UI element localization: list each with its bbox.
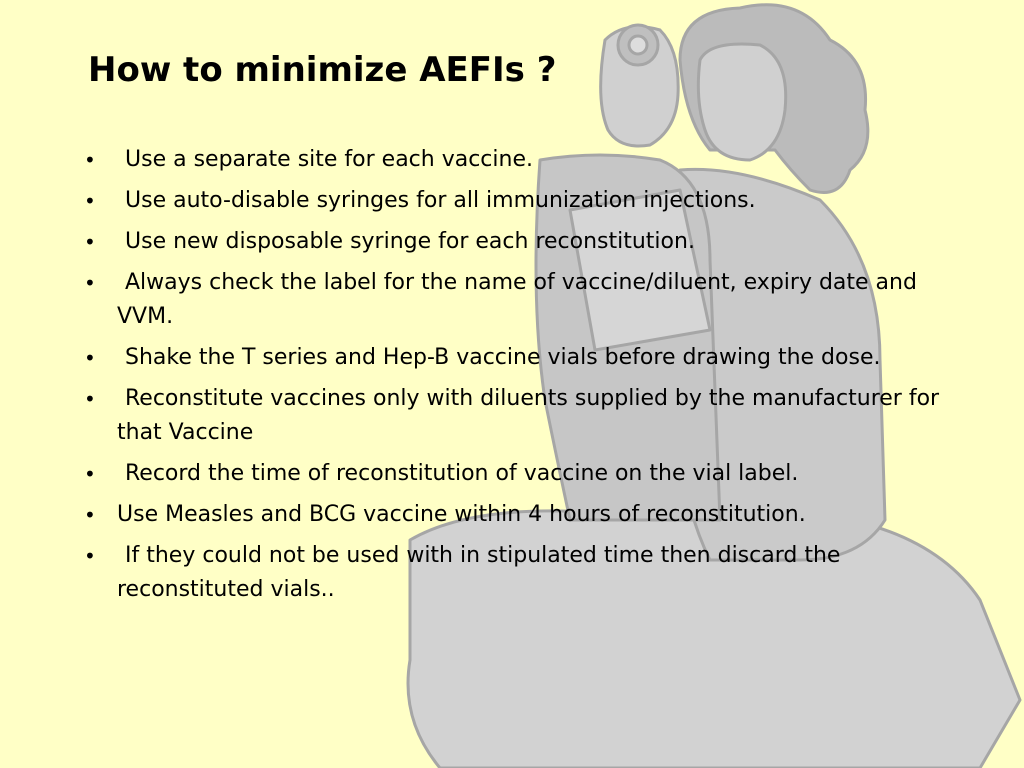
bullet-dot-icon: • — [84, 387, 96, 411]
bullet-list — [78, 143, 958, 614]
bullet-text: Use auto-disable syringes for all immunization injections. — [125, 188, 756, 213]
bullet-dot-icon: • — [84, 503, 96, 527]
bullet-text: Record the time of reconstitution of vaccine on the vial label. — [125, 461, 799, 486]
bullet-dot-icon: • — [84, 462, 96, 486]
bullet-item — [78, 382, 958, 450]
bullet-item — [78, 498, 958, 532]
bullet-text: Use a separate site for each vaccine. — [125, 147, 533, 172]
bullet-dot-icon: • — [84, 189, 96, 213]
bullet-dot-icon: • — [84, 271, 96, 295]
bullet-text: Shake the T series and Hep-B vaccine vials before drawing the dose. — [125, 345, 881, 370]
bullet-text: Reconstitute vaccines only with diluents supplied by the manufacturer for that Vaccine — [117, 386, 940, 445]
bullet-item — [78, 143, 958, 177]
slide-title: How to minimize AEFIs ? — [88, 50, 557, 90]
bullet-dot-icon: • — [84, 230, 96, 254]
bullet-item — [78, 266, 958, 334]
bullet-text: If they could not be used with in stipulated time then discard the reconstituted vials.. — [117, 543, 841, 602]
bullet-dot-icon: • — [84, 544, 96, 568]
bullet-text: Use new disposable syringe for each reconstitution. — [125, 229, 695, 254]
bullet-item — [78, 184, 958, 218]
bullet-dot-icon: • — [84, 148, 96, 172]
bullet-item — [78, 341, 958, 375]
bullet-dot-icon: • — [84, 346, 96, 370]
bullet-item — [78, 457, 958, 491]
bullet-text: Use Measles and BCG vaccine within 4 hours of reconstitution. — [117, 502, 806, 527]
bullet-item — [78, 225, 958, 259]
bullet-item — [78, 539, 958, 607]
bullet-text: Always check the label for the name of vaccine/diluent, expiry date and VVM. — [117, 270, 917, 329]
